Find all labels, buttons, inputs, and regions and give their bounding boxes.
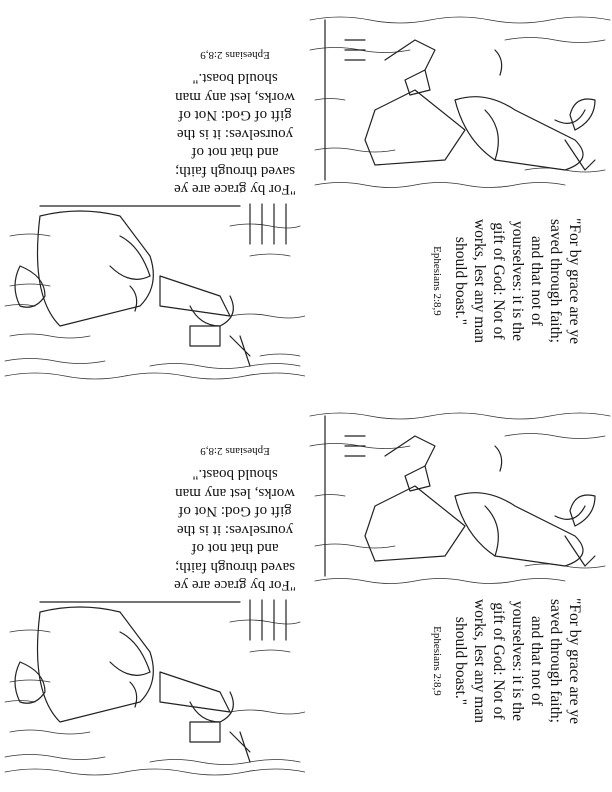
verse-line: yourselves: it is the bbox=[176, 125, 294, 142]
harvest-scene-drawing bbox=[0, 592, 305, 788]
verse-reference: Ephesians 2:8,9 bbox=[200, 48, 270, 61]
illustration-bottom-left bbox=[0, 592, 305, 788]
verse-reference: Ephesians 2:8,9 bbox=[430, 246, 443, 316]
verse-line: saved through faith; bbox=[175, 558, 296, 575]
verse-line: works, lest any man bbox=[470, 598, 488, 723]
verse-line: yourselves: it is the bbox=[508, 220, 526, 342]
verse-line: and that not of bbox=[191, 144, 279, 161]
verse-line: works, lest any man bbox=[175, 484, 296, 501]
verse-line: saved through faith; bbox=[175, 162, 296, 179]
verse-card-top-right bbox=[429, 218, 584, 344]
verse-line: gift of God: Not of bbox=[489, 602, 507, 720]
verse-line: "For by grace are ye bbox=[174, 181, 296, 197]
verse-line: "For by grace are ye bbox=[566, 218, 583, 344]
verse-line: "For by grace are ye bbox=[174, 577, 296, 593]
verse-reference: Ephesians 2:8,9 bbox=[430, 626, 443, 696]
verse-line: and that not of bbox=[527, 616, 545, 706]
verse-line: should boast." bbox=[192, 466, 278, 483]
illustration-top-left bbox=[0, 196, 305, 392]
verse-line: saved through faith; bbox=[546, 218, 564, 343]
verse-line: yourselves: it is the bbox=[508, 600, 526, 722]
verse-line: gift of God: Not of bbox=[178, 503, 292, 520]
verse-line: and that not of bbox=[191, 540, 279, 557]
verse-reference: Ephesians 2:8,9 bbox=[200, 444, 270, 457]
illustration-top-right bbox=[305, 0, 612, 200]
verse-line: "For by grace are ye bbox=[566, 598, 583, 724]
harvest-scene-drawing bbox=[305, 396, 612, 592]
verse-line: works, lest any man bbox=[175, 88, 296, 105]
verse-line: gift of God: Not of bbox=[178, 107, 292, 124]
verse-line: should boast." bbox=[192, 70, 278, 87]
verse-line: should boast." bbox=[451, 236, 469, 326]
verse-card-bottom-left bbox=[174, 443, 296, 594]
verse-line: works, lest any man bbox=[470, 218, 488, 343]
illustration-bottom-right bbox=[305, 396, 612, 592]
verse-line: should boast." bbox=[451, 616, 469, 706]
harvest-scene-drawing bbox=[0, 196, 305, 392]
verse-line: saved through faith; bbox=[546, 598, 564, 723]
verse-card-top-left bbox=[174, 47, 296, 198]
verse-line: yourselves: it is the bbox=[176, 521, 294, 538]
verse-line: and that not of bbox=[527, 236, 545, 326]
verse-line: gift of God: Not of bbox=[489, 222, 507, 340]
harvest-scene-drawing bbox=[305, 0, 612, 200]
verse-card-bottom-right bbox=[429, 598, 584, 724]
